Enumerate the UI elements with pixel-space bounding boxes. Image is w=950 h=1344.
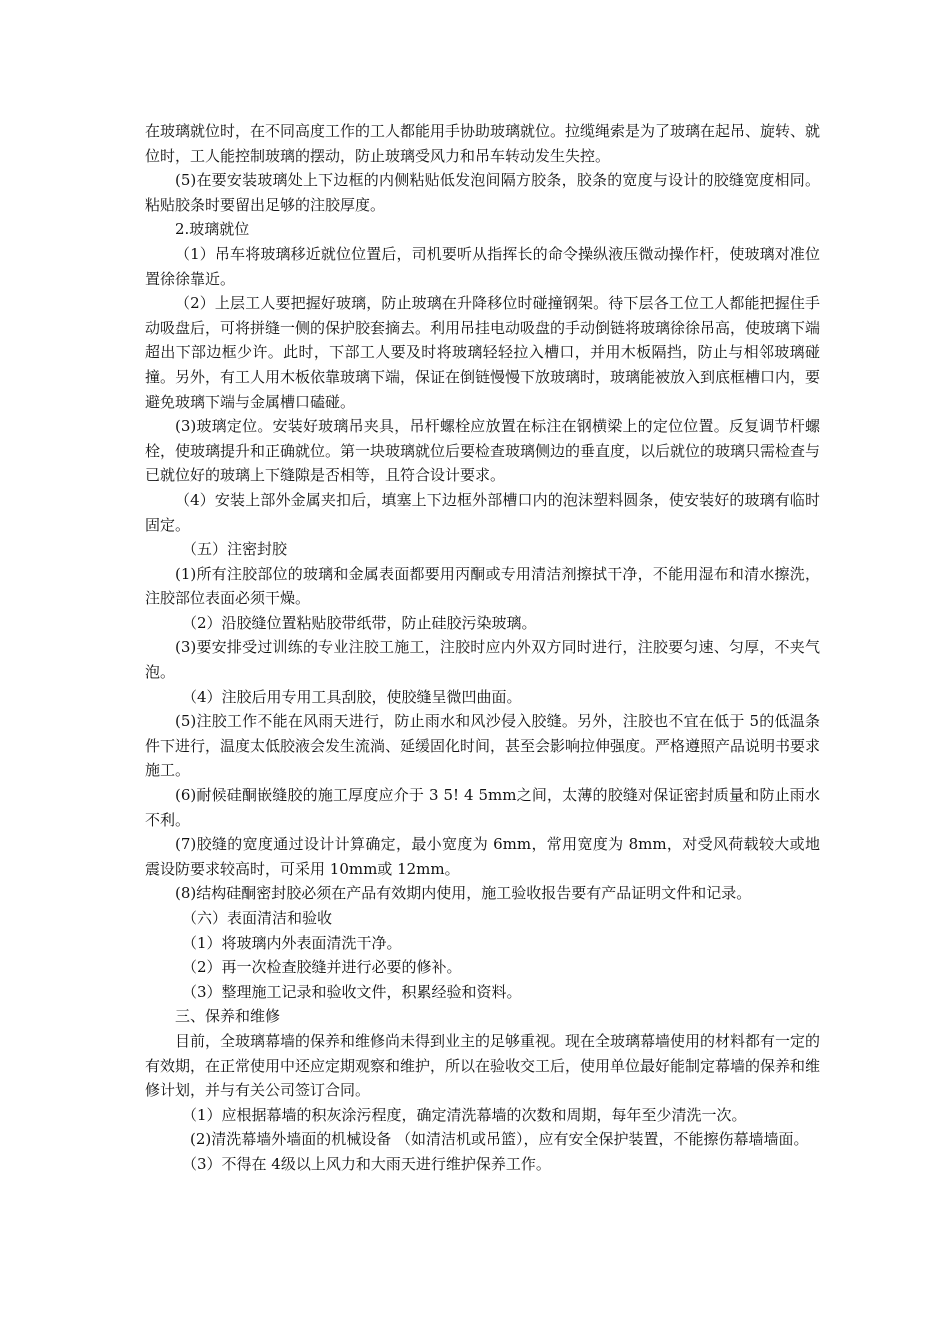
paragraph-7: （4）安装上部外金属夹扣后，填塞上下边框外部槽口内的泡沫塑料圆条，使安装好的玻璃有临时固定。 (145, 490, 820, 534)
paragraph-5: （2）上层工人要把握好玻璃，防止玻璃在升降移位时碰撞钢架。待下层各工位工人都能把握住手动吸盘后，可将拼缝一侧的保护胶套摘去。利用吊挂电动吸盘的手动倒链将玻璃徐徐吊高，使玻璃下端超出下部边框少许。此时，下部工人要及时将玻璃轻轻拉入槽口，并用木板隔挡，防止与相邻玻璃碰撞。另外，有工人用木板依靠玻璃下端，保证在倒链慢慢下放玻璃时，玻璃能被放入到底框槽口内，要避免玻璃下端与金属槽口磕碰。 (145, 294, 821, 411)
document-page (145, 119, 820, 1177)
paragraph-4: （1）吊车将玻璃移近就位位置后，司机要听从指挥长的命令操纵液压微动操作杆，使玻璃对准位置徐徐靠近。 (145, 244, 820, 288)
paragraph-16: (8)结构硅酮密封胶必须在产品有效期内使用，施工验收报告要有产品证明文件和记录。 (175, 884, 752, 903)
paragraph-22: 目前，全玻璃幕墙的保养和维修尚未得到业主的足够重视。现在全玻璃幕墙使用的材料都有一定的有效期，在正常使用中还应定期观察和维护，所以在验收交工后，使用单位最好能制定幕墙的保养和维修计划，并与有关公司签订合同。 (145, 1031, 821, 1100)
paragraph-25: （3）不得在 4级以上风力和大雨天进行维护保养工作。 (182, 1154, 551, 1173)
paragraph-6: (3)玻璃定位。安装好玻璃吊夹具，吊杆螺栓应放置在标注在钢横梁上的定位位置。反复调节杆螺栓，使玻璃提升和正确就位。第一块玻璃就位后要检查玻璃侧边的垂直度，以后就位的玻璃只需检查与已就位好的玻璃上下缝隙是否相等，且符合设计要求。 (145, 417, 821, 485)
paragraph-11: (3)要安排受过训练的专业注胶工施工，注胶时应内外双方同时进行，注胶要匀速、匀厚，不夹气泡。 (145, 638, 820, 682)
paragraph-13: (5)注胶工作不能在风雨天进行，防止雨水和风沙侵入胶缝。另外，注胶也不宜在低于 5的低温条件下进行，温度太低胶液会发生流淌、延缓固化时间，甚至会影响拉伸强度。严格遵照产品说明书要求施工。 (145, 712, 821, 780)
paragraph-1: 在玻璃就位时，在不同高度工作的工人都能用手协助玻璃就位。拉缆绳索是为了玻璃在起吊、旋转、就位时，工人能控制玻璃的摆动，防止玻璃受风力和吊车转动发生失控。 (145, 122, 821, 165)
paragraph-19: （2）再一次检查胶缝并进行必要的修补。 (182, 958, 462, 977)
section-heading-cleaning: （六）表面清洁和验收 (182, 909, 333, 927)
paragraph-14: (6)耐候硅酮嵌缝胶的施工厚度应介于 3 5! 4 5mm之间，太薄的胶缝对保证密封质量和防止雨水不利。 (145, 786, 820, 829)
paragraph-15: (7)胶缝的宽度通过设计计算确定，最小宽度为 6mm，常用宽度为 8mm，对受风荷载较大或地震设防要求较高时，可采用 10mm或 12mm。 (145, 835, 820, 878)
paragraph-9: (1)所有注胶部位的玻璃和金属表面都要用丙酮或专用清洁剂擦拭干净，不能用湿布和清水擦洗，注胶部位表面必须干燥。 (145, 564, 820, 608)
paragraph-10: （2）沿胶缝位置粘贴胶带纸带，防止硅胶污染玻璃。 (182, 613, 537, 632)
section-heading-sealant: （五）注密封胶 (182, 540, 288, 559)
paragraph-18: （1）将玻璃内外表面清洗干净。 (182, 933, 402, 952)
paragraph-12: （4）注胶后用专用工具刮胶，使胶缝呈微凹曲面。 (182, 687, 522, 706)
paragraph-24: (2)清洗幕墙外墙面的机械设备 （如清洁机或吊篮），应有安全保护装置，不能擦伤幕墙墙面。 (190, 1130, 809, 1149)
paragraph-23: （1）应根据幕墙的积灰涂污程度，确定清洗幕墙的次数和周期，每年至少清洗一次。 (182, 1105, 747, 1124)
section-heading-maintenance: 三、保养和维修 (175, 1007, 281, 1026)
paragraph-20: （3）整理施工记录和验收文件，积累经验和资料。 (182, 982, 522, 1001)
paragraph-2: (5)在要安装玻璃处上下边框的内侧粘贴低发泡间隔方胶条，胶条的宽度与设计的胶缝宽度相同。粘贴胶条时要留出足够的注胶厚度。 (145, 171, 820, 214)
section-heading-glass-positioning: 2.玻璃就位 (175, 220, 250, 239)
